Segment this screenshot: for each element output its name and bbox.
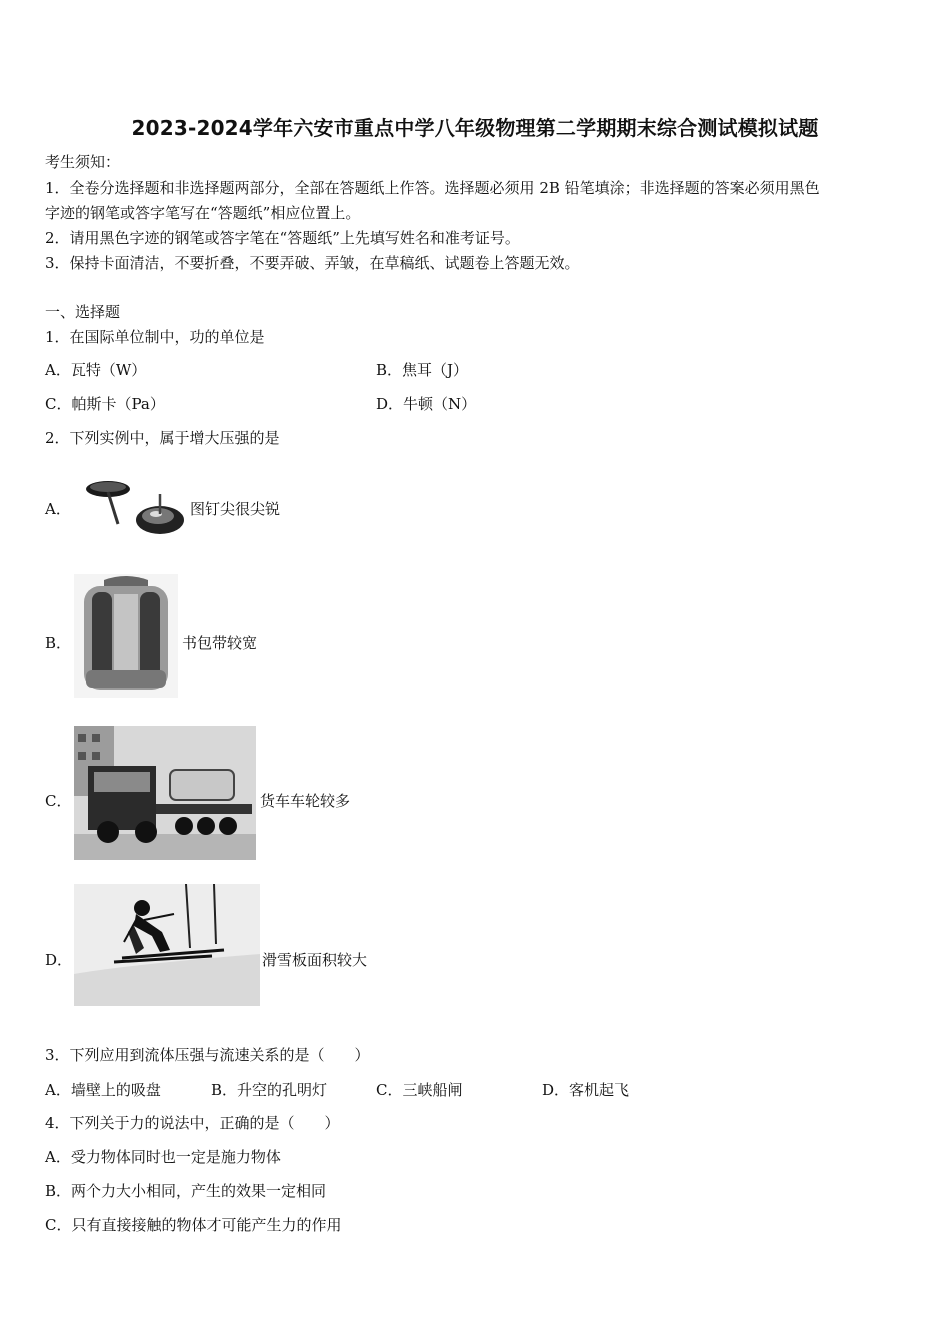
q2-option-d-text: 滑雪板面积较大 — [262, 951, 368, 969]
q3-option-c: C．三峡船闸 — [376, 1081, 463, 1099]
skier-image — [74, 884, 260, 1006]
notice-line-3: 3．保持卡面清洁，不要折叠，不要弄破、弄皱，在草稿纸、试题卷上答题无效。 — [45, 254, 580, 272]
q3-option-b: B．升空的孔明灯 — [211, 1081, 328, 1099]
q4-option-b: B．两个力大小相同，产生的效果一定相同 — [45, 1182, 327, 1200]
q4-option-a: A．受力物体同时也一定是施力物体 — [45, 1148, 281, 1166]
q1-stem: 1．在国际单位制中，功的单位是 — [45, 328, 265, 346]
page-title: 2023-2024学年六安市重点中学八年级物理第二学期期末综合测试模拟试题 — [131, 116, 819, 140]
q2-option-c-text: 货车车轮较多 — [260, 792, 351, 810]
notice-line-1b: 字迹的钢笔或答字笔写在“答题纸”相应位置上。 — [45, 204, 361, 222]
q3-stem: 3．下列应用到流体压强与流速关系的是（ ） — [45, 1046, 370, 1064]
q1-option-b: B．焦耳（J） — [376, 361, 469, 379]
q4-option-c: C．只有直接接触的物体才可能产生力的作用 — [45, 1216, 342, 1234]
q2-option-a-text: 图钉尖很尖锐 — [190, 500, 281, 518]
notice-line-2: 2．请用黑色字迹的钢笔或答字笔在“答题纸”上先填写姓名和准考证号。 — [45, 229, 520, 247]
q1-option-c: C．帕斯卡（Pa） — [45, 395, 165, 413]
q2-option-a-label: A． — [45, 500, 71, 518]
q3-option-a: A．墙壁上的吸盘 — [45, 1081, 161, 1099]
q2-option-c-label: C． — [45, 792, 72, 810]
q2-option-b-text: 书包带较宽 — [182, 634, 258, 652]
q2-option-d-label: D． — [45, 951, 73, 969]
notice-line-1a: 1．全卷分选择题和非选择题两部分，全部在答题纸上作答。选择题必须用 2B 铅笔填涂；非选择题的答案必须用黑色 — [45, 179, 820, 197]
q4-stem: 4．下列关于力的说法中，正确的是（ ） — [45, 1114, 340, 1132]
q1-option-a: A．瓦特（W） — [45, 361, 147, 379]
q3-option-d: D．客机起飞 — [542, 1081, 630, 1099]
thumbtack-image — [78, 474, 188, 548]
q2-stem: 2．下列实例中，属于增大压强的是 — [45, 429, 280, 447]
notice-heading: 考生须知： — [45, 153, 121, 171]
section-heading: 一、选择题 — [45, 303, 121, 321]
q1-option-d: D．牛顿（N） — [376, 395, 477, 413]
backpack-image — [74, 574, 178, 698]
truck-image — [74, 726, 256, 860]
q2-option-b-label: B． — [45, 634, 72, 652]
